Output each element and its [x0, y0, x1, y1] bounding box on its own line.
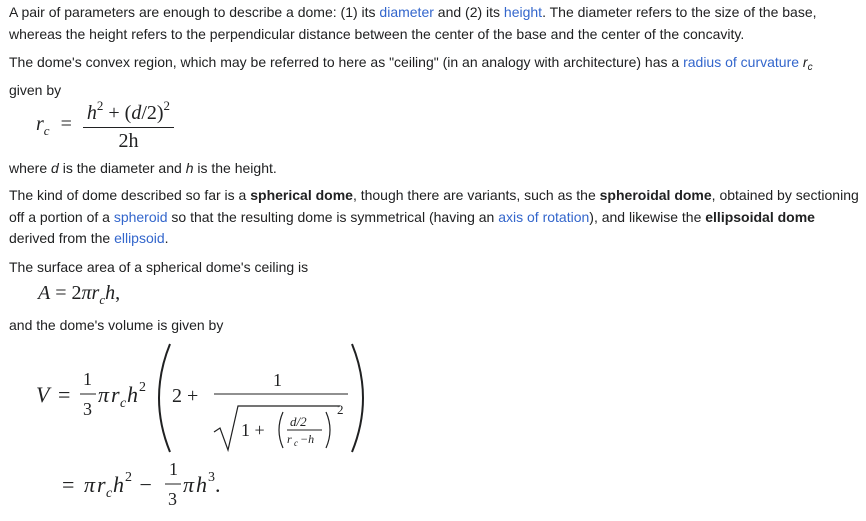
link-diameter[interactable]: diameter — [379, 4, 434, 20]
text: The dome's convex region, which may be referred to here as "ceiling" (in an analogy with architecture) has a — [9, 54, 684, 70]
fraction — [83, 98, 174, 153]
link-radius-of-curvature[interactable]: radius of curvature — [683, 54, 800, 70]
link-axis-of-rotation[interactable]: axis of rotation — [498, 208, 590, 225]
paragraph-dome-variants — [9, 185, 861, 250]
line2-h2: h — [196, 472, 207, 497]
exp-two: 2 — [139, 380, 146, 395]
term-spheroidal-dome: spheroidal dome — [599, 187, 712, 203]
text: given by — [9, 82, 62, 98]
text: The surface area of a spherical dome's ceiling is — [9, 259, 309, 275]
paragraph-surface-area — [9, 256, 861, 278]
h: h — [86, 102, 97, 124]
inner-one-plus: 1 + — [241, 420, 265, 440]
rest: /2) — [141, 102, 164, 124]
line2-pi: π — [84, 472, 96, 497]
line2-cube: 3 — [208, 470, 215, 485]
paragraph-volume — [9, 314, 861, 336]
text: . The diameter refers to the size of the base, whereas the height refers to the perpendicular distance between the center of the base and the center of the concavity. — [9, 4, 817, 42]
line2-equals: = — [62, 472, 75, 497]
equals-two: = 2 — [50, 282, 82, 304]
exp: 2 — [163, 98, 171, 113]
paragraph-where — [9, 157, 861, 179]
rc-c: c — [294, 438, 298, 448]
frac-three: 3 — [83, 399, 92, 419]
numerator — [83, 98, 174, 127]
line2-c: c — [106, 486, 113, 501]
line2-period: . — [215, 472, 221, 497]
text: A pair of parameters are enough to describe a dome: (1) its — [9, 4, 380, 20]
formula-volume — [0, 340, 866, 520]
frac-one: 1 — [83, 369, 92, 389]
text: and (2) its — [433, 4, 504, 20]
text: is the diameter and — [58, 160, 186, 176]
big-one: 1 — [273, 370, 282, 390]
line2-three: 3 — [168, 489, 177, 509]
text: , though there are variants, such as the — [352, 187, 600, 203]
exp: 2 — [96, 98, 104, 113]
line2-exp: 2 — [125, 470, 132, 485]
line2-pi2: π — [183, 472, 195, 497]
text: ), and likewise the — [589, 208, 706, 225]
plus: + ( — [103, 102, 132, 124]
denominator: 2h — [118, 130, 139, 152]
text: where — [9, 160, 52, 176]
h: h — [105, 282, 116, 304]
c: c — [120, 396, 127, 411]
text: The kind of dome described so far is a — [9, 187, 251, 203]
link-ellipsoid[interactable]: ellipsoid — [114, 230, 165, 246]
comma: , — [115, 282, 121, 304]
two-plus: 2 + — [172, 385, 199, 407]
lhs-c: c — [43, 122, 50, 138]
pi: π — [98, 382, 110, 407]
h: h — [127, 382, 138, 407]
r: r — [91, 282, 100, 304]
r: r — [111, 382, 120, 407]
equals: = — [60, 112, 72, 135]
line2-r: r — [97, 472, 106, 497]
c: c — [99, 292, 106, 307]
symbol-r: r — [802, 54, 808, 70]
d: d — [131, 102, 142, 124]
link-height[interactable]: height — [503, 4, 543, 20]
equals: = — [58, 382, 71, 407]
paragraph-dome-parameters — [9, 1, 861, 45]
radical-sign — [214, 406, 340, 450]
minus-h: −h — [300, 432, 315, 446]
formula-surface-area — [38, 282, 120, 308]
A: A — [38, 282, 51, 304]
formula-radius-of-curvature — [36, 98, 174, 153]
text: and the dome's volume is given by — [9, 317, 224, 333]
right-paren — [352, 344, 363, 452]
symbol-d: d — [51, 160, 59, 176]
term-spherical-dome: spherical dome — [250, 187, 353, 203]
symbol-c: c — [807, 62, 813, 73]
outer-exp: 2 — [337, 402, 344, 417]
symbol-h: h — [185, 160, 194, 176]
rc-r: r — [287, 432, 292, 446]
text: derived from the — [9, 230, 115, 246]
text: , obtained by sectioning off a portion of a — [9, 187, 859, 225]
link-spheroid[interactable]: spheroid — [113, 208, 168, 225]
inner-left-paren — [279, 412, 283, 448]
text: . — [164, 230, 169, 246]
paragraph-radius-of-curvature — [9, 51, 861, 101]
term-ellipsoidal-dome: ellipsoidal dome — [705, 208, 815, 225]
d-over-2: d/2 — [290, 414, 307, 429]
left-paren — [159, 344, 170, 452]
line2-minus: − — [134, 472, 158, 497]
inner-right-paren — [326, 412, 330, 448]
pi: π — [81, 282, 92, 304]
text: so that the resulting dome is symmetrical (having an — [167, 208, 499, 225]
line2-h: h — [113, 472, 124, 497]
lhs-r: r — [36, 112, 44, 135]
V: V — [36, 382, 50, 407]
text: is the height. — [193, 160, 277, 176]
line2-one: 1 — [169, 459, 178, 479]
